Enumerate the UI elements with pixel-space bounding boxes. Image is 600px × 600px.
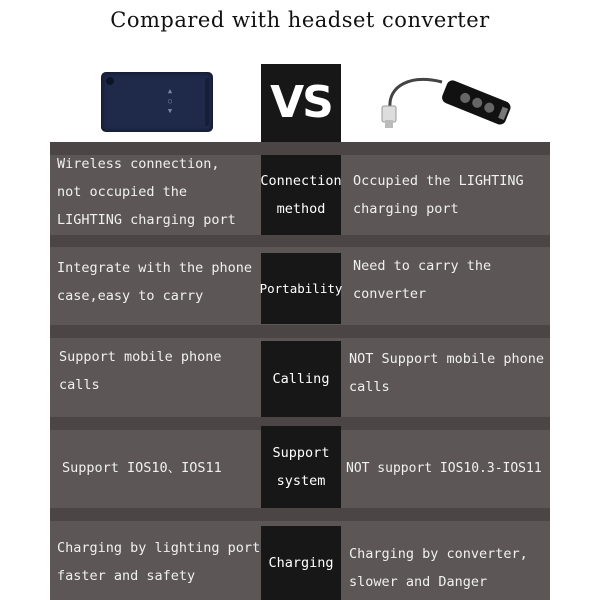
left-text-system: Support IOS10、IOS11 xyxy=(62,460,222,476)
right-text-charging: Charging by converter, slower and Danger xyxy=(349,546,528,590)
headset-converter-image xyxy=(380,68,520,134)
phone-case-buttons-icon: ▲ ○ ▼ xyxy=(167,87,173,115)
right-text-connection: Occupied the LIGHTING charging port xyxy=(353,173,524,217)
phone-case-image xyxy=(101,72,213,132)
phone-case-side-icon xyxy=(205,78,209,126)
category-label: Support system xyxy=(272,445,330,489)
page-title: Compared with headset converter xyxy=(110,8,490,32)
category-label: Calling xyxy=(272,371,330,387)
category-support-system xyxy=(261,426,341,508)
category-connection-method xyxy=(261,155,341,235)
camera-icon xyxy=(106,77,114,85)
category-label: Portability xyxy=(259,280,343,296)
right-text-system: NOT support IOS10.3-IOS11 xyxy=(346,461,542,476)
row-background xyxy=(50,325,550,338)
vs-badge xyxy=(261,64,341,142)
row-background xyxy=(50,508,550,521)
left-text-portability: Integrate with the phone case,easy to carry xyxy=(57,260,253,304)
category-charging xyxy=(261,526,341,600)
right-text-portability: Need to carry the converter xyxy=(353,258,492,302)
row-background xyxy=(50,235,550,247)
category-label: Charging xyxy=(268,555,334,571)
left-text-connection: Wireless connection, not occupied the LIGHTING charging port xyxy=(57,156,236,228)
left-text-calling: Support mobile phone calls xyxy=(59,349,222,393)
category-calling xyxy=(261,341,341,417)
category-portability xyxy=(261,253,341,324)
left-text-charging: Charging by lighting port faster and safety xyxy=(57,540,261,584)
category-label: Connection method xyxy=(260,173,342,217)
vs-label: VS xyxy=(270,77,332,128)
right-text-calling: NOT Support mobile phone calls xyxy=(349,351,545,395)
